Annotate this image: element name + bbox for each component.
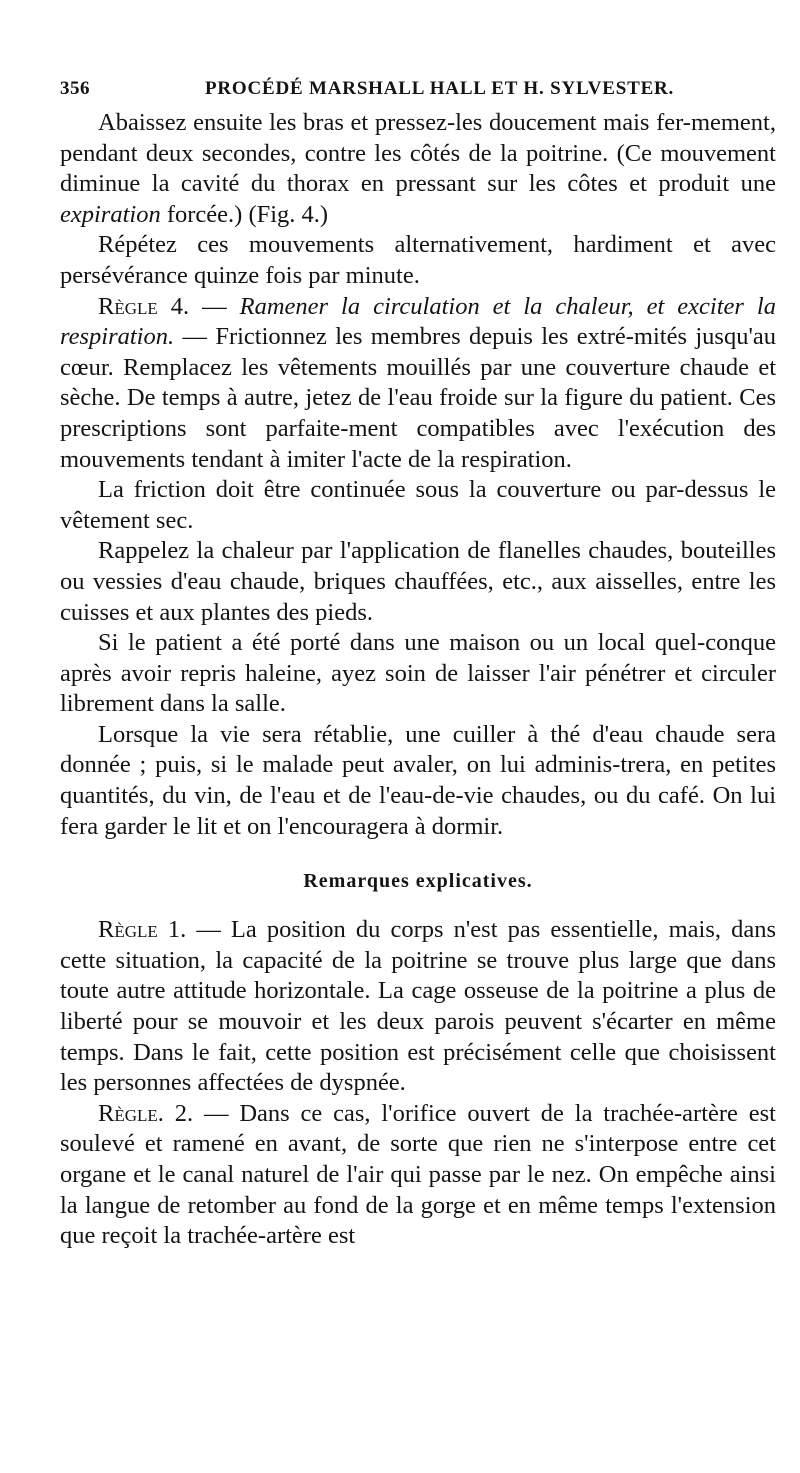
paragraph-fresh-air: Si le patient a été porté dans une maison ou un local quel-conque après avoir repris haleine, ayez soin de laisser l'air pénétrer et circuler librement dans la salle. (60, 629, 776, 718)
main-text (60, 108, 776, 1252)
paragraph-arm-lowering (60, 108, 776, 230)
separator: — (189, 292, 240, 320)
paragraph-text: forcée.) (Fig. 4.) (160, 200, 329, 228)
book-page (60, 78, 776, 1252)
paragraph-text: Abaissez ensuite les bras et pressez-les doucement mais fer-mement, pendant deux secondes, contre les côtés de la poitrine. (Ce mouvement diminue la cavité du thorax en pressant sur les côtes et produit une (60, 109, 776, 198)
section-heading: Remarques explicatives. (303, 870, 533, 893)
paragraph-rule-2-remark (60, 1099, 776, 1252)
paragraph-recovery: Lorsque la vie sera rétablie, une cuiller à thé d'eau chaude sera donnée ; puis, si le malade peut avaler, on lui adminis-trera, en petites quantités, du vin, de l'eau et de l'eau-de-vie chaudes, ou du café. On lui fera garder le lit et on l'encouragera à dormir. (60, 720, 776, 840)
paragraph-friction: La friction doit être continuée sous la couverture ou par-dessus le vêtement sec. (60, 476, 776, 534)
running-header (60, 78, 776, 108)
page-number: 356 (60, 78, 90, 99)
paragraph-warmth: Rappelez la chaleur par l'application de flanelles chaudes, bouteilles ou vessies d'eau chaude, briques chauffées, etc., aux aisselles, entre les cuisses et aux plantes des pieds. (60, 537, 776, 626)
paragraph-rule-4 (60, 292, 776, 476)
italic-term: expiration (60, 200, 161, 228)
paragraph-text: — Dans ce cas, l'orifice ouvert de la trachée-artère est soulevé et ramené en avant, de sorte que rien ne s'interpose entre cet organe et le canal naturel de l'air qui passe par le nez. On empêche ainsi la langue de retomber au fond de la gorge et en même temps l'extension que reçoit la trachée-artère est (60, 1099, 776, 1250)
rule-label: Règle 4. (98, 292, 190, 320)
rule-title: Ramener la circulation et la chaleur, et exciter la respiration. (60, 292, 776, 351)
rule-label: Règle. 2. (98, 1099, 194, 1127)
rule-label: Règle 1. (98, 916, 187, 944)
paragraph-repeat-movements: Répétez ces mouvements alternativement, hardiment et avec persévérance quinze fois par minute. (60, 231, 776, 289)
paragraph-text: — Frictionnez les membres depuis les extré-mités jusqu'au cœur. Remplacez les vêtements mouillés par une couverture chaude et sèche. De temps à autre, jetez de l'eau froide sur la figure du patient. Ces prescriptions sont parfaite-ment compatibles avec l'exécution des mouvements tendant à imiter l'acte de la respiration. (60, 323, 776, 473)
running-title: PROCÉDÉ MARSHALL HALL ET H. SYLVESTER. (205, 78, 675, 99)
paragraph-rule-1-remark (60, 915, 776, 1099)
paragraph-text: — La position du corps n'est pas essentielle, mais, dans cette situation, la capacité de la poitrine se trouve plus large que dans toute autre attitude horizontale. La cage osseuse de la poitrine a plus de liberté pour se mouvoir et les deux parois peuvent s'écarter en même temps. Dans le fait, cette position est précisément celle que choisissent les personnes affectées de dyspnée. (60, 916, 776, 1097)
